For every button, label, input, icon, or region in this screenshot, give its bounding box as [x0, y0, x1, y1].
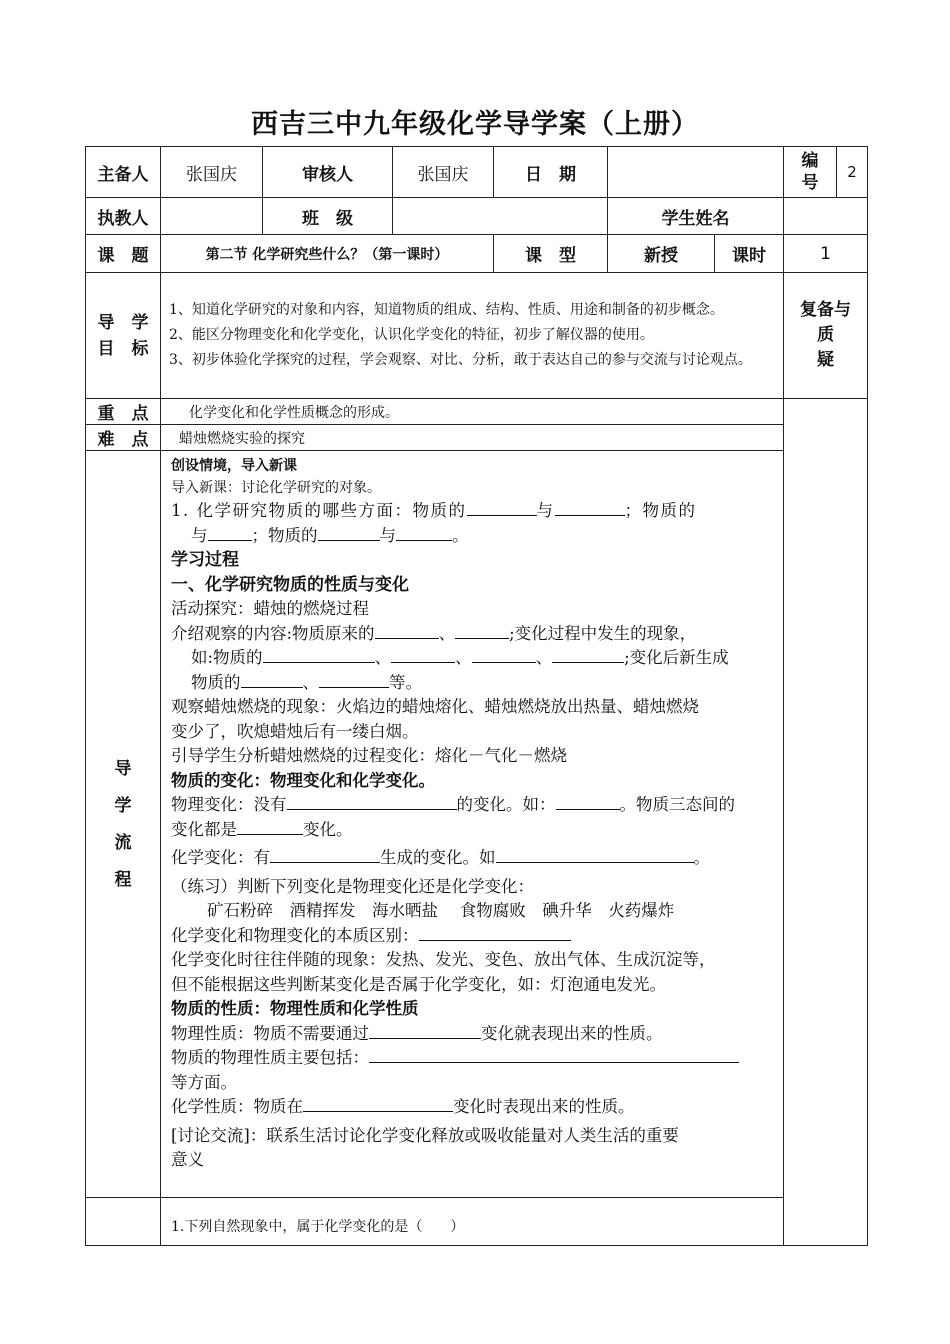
- physical-change-line-2: [171, 818, 775, 843]
- obs-text: 、: [374, 648, 392, 667]
- physical-property-list: [171, 1046, 775, 1071]
- exercise-row: [86, 1198, 868, 1246]
- section-1-heading: 一、化学研究物质的性质与变化: [171, 574, 409, 595]
- answer-blank[interactable]: [396, 526, 452, 541]
- chem-text: 生成的变化。如: [380, 848, 496, 867]
- header-row-2: [86, 198, 868, 235]
- answer-blank[interactable]: [467, 501, 537, 516]
- chem-text: 。: [693, 848, 710, 867]
- answer-blank[interactable]: [369, 1048, 739, 1063]
- type-value: 新授: [608, 235, 715, 273]
- obs-text: ;变化过程中发生的现象，: [509, 623, 697, 643]
- question-1: [171, 499, 775, 524]
- phys-text: 。物质三态间的: [619, 795, 735, 814]
- goals-label-1: 导 学: [97, 312, 149, 333]
- answer-blank[interactable]: [555, 501, 625, 516]
- flow-label: [86, 451, 161, 1198]
- student-value: [784, 198, 868, 235]
- difficulty-label: 难 点: [86, 425, 161, 451]
- topic-label: 课 题: [86, 235, 161, 273]
- page-title: 西吉三中九年级化学导学案（上册）: [251, 109, 699, 140]
- essence-text: 化学变化和物理变化的本质区别：: [171, 925, 419, 945]
- lesson-plan-table: [85, 146, 868, 1246]
- goals-row: [86, 273, 868, 399]
- discussion-text-cont: 意义: [171, 1150, 204, 1169]
- accompany-text: 化学变化时往往伴随的现象：发热、发光、变色、放出气体、生成沉淀等，: [171, 950, 716, 969]
- class-label: 班 级: [263, 198, 393, 235]
- guide-text: 引导学生分析蜡烛燃烧的过程变化：熔化－气化－燃烧: [171, 746, 567, 765]
- chemical-property-line: [171, 1095, 775, 1120]
- obs-text: 、: [438, 623, 456, 643]
- phys-text: 物理变化：没有: [171, 795, 287, 814]
- chemical-change-line: [171, 846, 775, 871]
- observe-line-3: [171, 671, 775, 696]
- number-value: 2: [837, 147, 868, 198]
- flow-label-char: 程: [114, 869, 132, 890]
- type-label: 课 型: [494, 235, 608, 273]
- flow-label-char: 流: [114, 832, 132, 853]
- process-heading: 学习过程: [171, 550, 239, 570]
- observe-line-1: [171, 622, 775, 647]
- student-label: 学生姓名: [608, 198, 784, 235]
- answer-blank[interactable]: [375, 624, 439, 639]
- practice-text: （练习）判断下列变化是物理变化还是化学变化：: [171, 876, 534, 896]
- review-column-label: [784, 273, 868, 399]
- goal-item: 1、知道化学研究的对象和内容，知道物质的组成、结构、性质、用途和制备的初步概念。: [169, 302, 724, 318]
- reviewer-label: 审核人: [263, 147, 393, 198]
- chem-text: 化学变化：有: [171, 848, 270, 867]
- answer-blank[interactable]: [303, 1097, 453, 1112]
- goals-label: [86, 273, 161, 399]
- accompany-text-cont: 但不能根据这些判断某变化是否属于化学变化，如：灯泡通电发光。: [171, 974, 666, 994]
- phys-text: 变化。: [303, 819, 353, 839]
- answer-blank[interactable]: [556, 795, 620, 810]
- physical-change-line: [171, 793, 775, 818]
- answer-blank[interactable]: [287, 795, 457, 810]
- answer-blank[interactable]: [270, 848, 380, 863]
- lesson-row: [86, 235, 868, 273]
- answer-blank[interactable]: [472, 648, 536, 663]
- key-point-label: 重 点: [86, 399, 161, 425]
- answer-blank[interactable]: [237, 820, 303, 835]
- pprop-text: 变化就表现出来的性质。: [481, 1023, 663, 1043]
- obs-text: 、: [535, 648, 553, 667]
- obs-text: 如:物质的: [191, 648, 263, 667]
- pprop-text: 物理性质：物质不需要通过: [171, 1023, 369, 1043]
- goal-item: 3、初步体验化学探究的过程，学会观察、对比、分析，敢于表达自己的参与交流与讨论观点。: [169, 352, 752, 368]
- answer-blank[interactable]: [369, 1024, 481, 1039]
- property-heading: 物质的性质：物理性质和化学性质: [171, 999, 419, 1018]
- intro-text: 导入新课：讨论化学研究的对象。: [171, 480, 381, 496]
- answer-blank[interactable]: [319, 673, 389, 688]
- hours-label: 课时: [715, 235, 784, 273]
- essence-line: [171, 924, 775, 949]
- q1-text: 。: [452, 525, 469, 545]
- q1-text: 与: [191, 525, 208, 545]
- question-1-cont: [171, 524, 775, 549]
- difficulty-row: [86, 425, 868, 451]
- flow-row: [86, 451, 868, 1198]
- goals-label-2: 目 标: [97, 338, 149, 359]
- obs-text: ;变化后新生成: [624, 648, 729, 667]
- obs-text: 、: [455, 648, 472, 667]
- review-label-3: 疑: [817, 350, 834, 370]
- date-value: [608, 147, 784, 198]
- answer-blank[interactable]: [455, 624, 509, 639]
- phys-text: 变化都是: [171, 819, 237, 839]
- change-heading: 物质的变化：物理变化和化学变化。: [171, 770, 435, 790]
- exercise-question: 1.下列自然现象中，属于化学变化的是（ ）: [161, 1198, 784, 1246]
- topic-value: 第二节 化学研究些什么？（第一课时）: [161, 235, 494, 273]
- flow-label-char: 导: [114, 758, 132, 779]
- q1-text: 1. 化学研究物质的哪些方面：物质的: [171, 501, 467, 520]
- q1-text: 与: [536, 501, 555, 520]
- answer-blank[interactable]: [208, 526, 252, 541]
- cprop-text: 变化时表现出来的性质。: [453, 1097, 635, 1116]
- answer-blank[interactable]: [263, 648, 375, 663]
- hours-value: 1: [784, 235, 868, 273]
- cprop-text: 化学性质：物质在: [171, 1097, 303, 1116]
- answer-blank[interactable]: [241, 673, 303, 688]
- q1-text: ；物质的: [251, 525, 318, 545]
- phys-text: 的变化。如：: [456, 795, 556, 814]
- teacher-value: [161, 198, 263, 235]
- observe-line-2: [171, 646, 775, 671]
- practice-items: 矿石粉碎 酒精挥发 海水晒盐 食物腐败 碘升华 火药爆炸: [207, 901, 675, 920]
- flow-content: [161, 451, 784, 1198]
- review-column: [784, 399, 868, 1246]
- answer-blank[interactable]: [391, 648, 455, 663]
- date-label: 日 期: [494, 147, 608, 198]
- candle-observation: 观察蜡烛燃烧的现象：火焰边的蜡烛熔化、蜡烛燃烧放出热量、蜡烛燃烧: [171, 697, 699, 716]
- exercise-label: [86, 1198, 161, 1246]
- goal-item: 2、能区分物理变化和化学变化，认识化学变化的特征，初步了解仪器的使用。: [169, 327, 654, 343]
- review-label-1: 复备与: [800, 300, 851, 320]
- obs-text: 物质的: [191, 672, 241, 692]
- pprop-text: 物质的物理性质主要包括：: [171, 1048, 369, 1067]
- class-value: [393, 198, 608, 235]
- candle-observation-cont: 变少了，吹熄蜡烛后有一缕白烟。: [171, 721, 419, 741]
- preparer-label: 主备人: [86, 147, 161, 198]
- answer-blank[interactable]: [496, 848, 694, 863]
- difficulty-text: 蜡烛燃烧实验的探究: [161, 425, 784, 451]
- physical-property-line: [171, 1022, 775, 1047]
- flow-label-char: 学: [114, 795, 132, 816]
- obs-text: 、: [302, 672, 319, 692]
- number-label-text: 编号: [801, 151, 819, 193]
- q1-text: 与: [379, 525, 396, 545]
- review-label-2: 质: [817, 325, 834, 345]
- teacher-label: 执教人: [86, 198, 161, 235]
- preparer-value: 张国庆: [161, 147, 263, 198]
- reviewer-value: 张国庆: [393, 147, 494, 198]
- intro-heading: 创设情境，导入新课: [171, 458, 297, 474]
- discussion-text: [讨论交流]：联系生活讨论化学变化释放或吸收能量对人类生活的重要: [171, 1125, 679, 1145]
- physical-property-end: 等方面。: [171, 1072, 237, 1092]
- activity-text: 活动探究：蜡烛的燃烧过程: [171, 599, 369, 618]
- goals-text: [161, 273, 784, 399]
- obs-text: 介绍观察的内容:物质原来的: [171, 623, 375, 643]
- header-row-1: [86, 147, 868, 198]
- key-point-text: 化学变化和化学性质概念的形成。: [161, 399, 784, 425]
- key-point-row: [86, 399, 868, 425]
- answer-blank[interactable]: [318, 526, 380, 541]
- obs-text: 等。: [389, 672, 422, 692]
- q1-text: ；物质的: [624, 501, 697, 520]
- answer-blank[interactable]: [419, 926, 571, 941]
- answer-blank[interactable]: [552, 648, 624, 663]
- number-label: [784, 147, 837, 198]
